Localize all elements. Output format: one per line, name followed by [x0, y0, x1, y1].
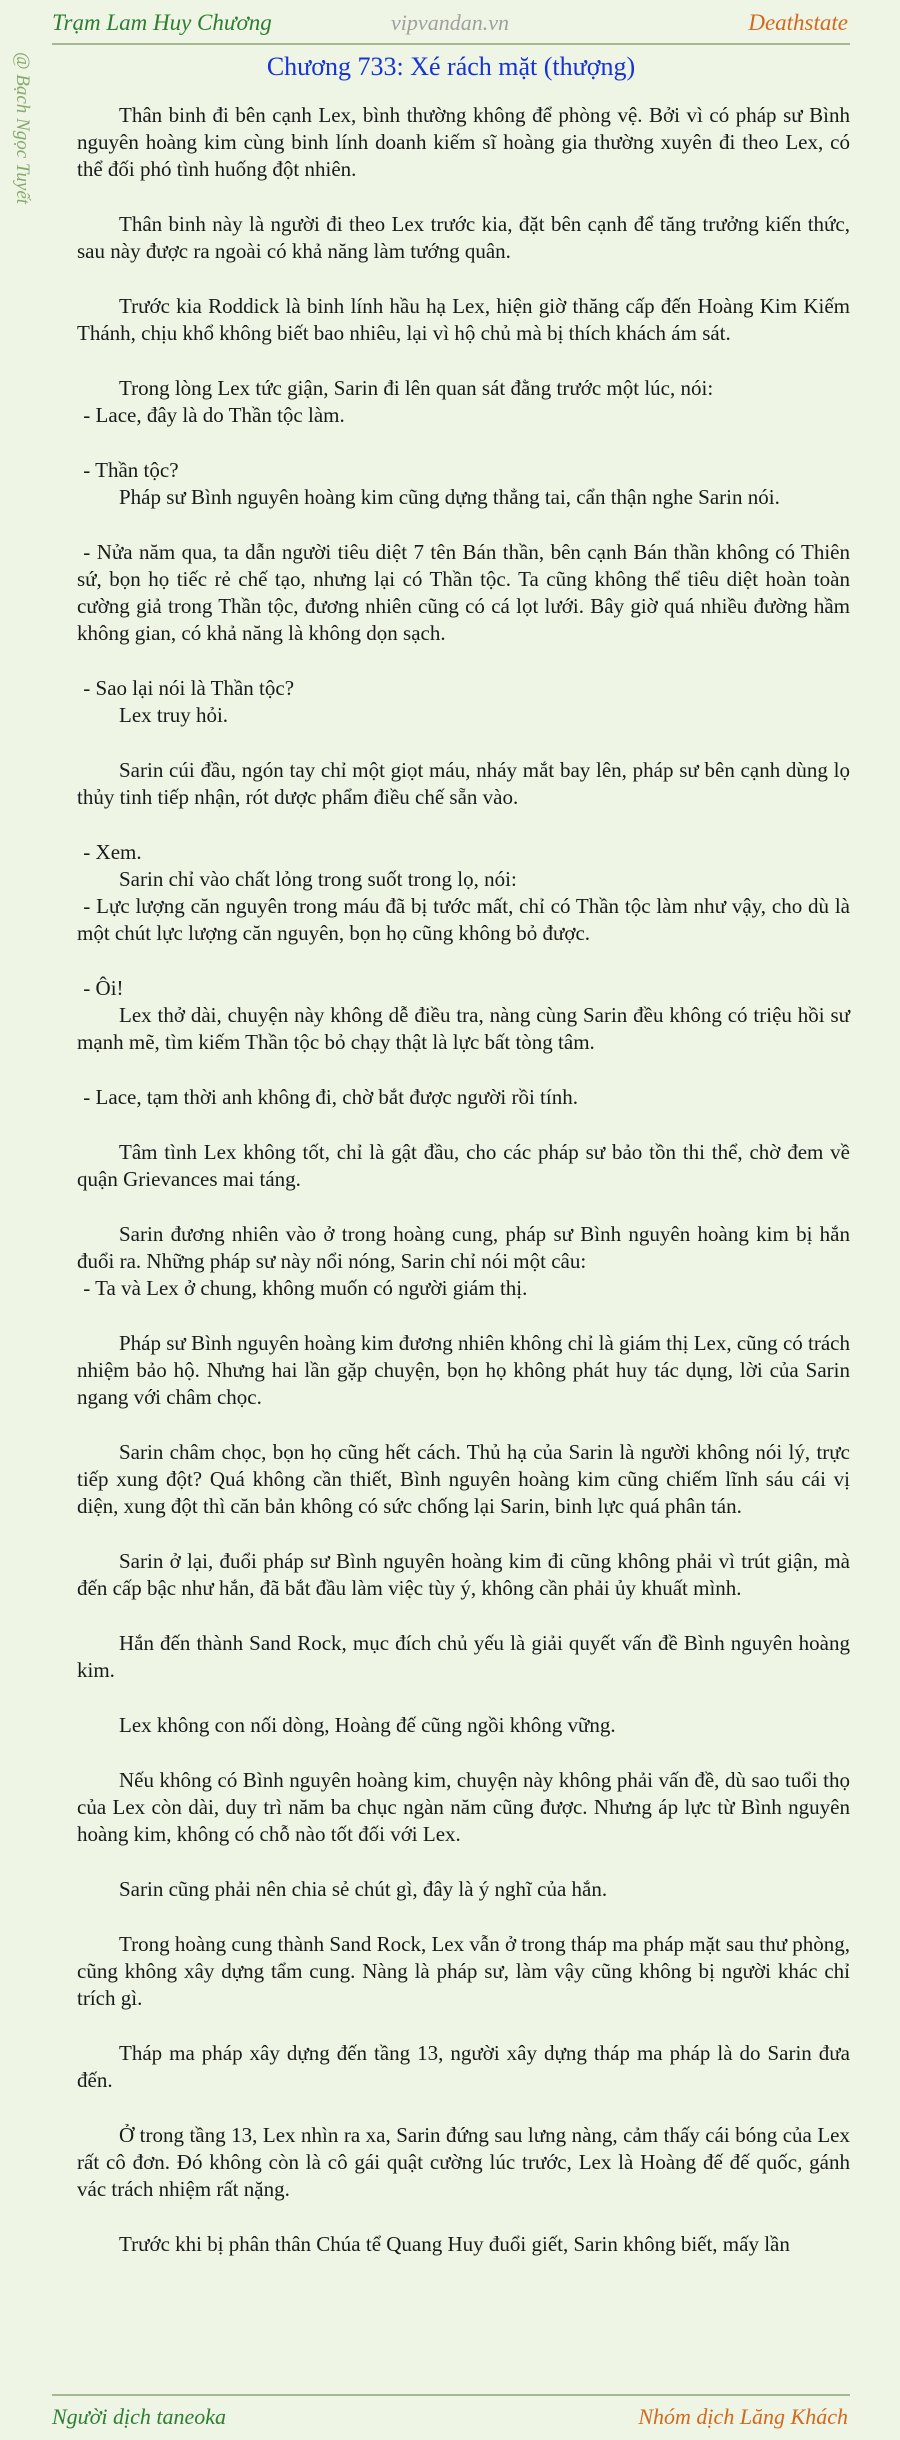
dialogue-line: - Ôi!	[83, 976, 124, 1000]
paragraph: Trước khi bị phân thân Chúa tể Quang Huy đuổi giết, Sarin không biết, mấy lần	[119, 2232, 790, 2256]
paragraph: Sarin ở lại, đuổi pháp sư Bình nguyên hoàng kim đi cũng không phải vì trút giận, mà đến cấp bậc như hắn, đã bắt đầu làm việc tùy ý, không cần phải ủy khuất mình.	[77, 1549, 850, 1600]
page-footer	[0, 2404, 900, 2440]
site-url: vipvandan.vn	[391, 10, 509, 35]
dialogue-line: - Sao lại nói là Thần tộc?	[83, 676, 295, 700]
paragraph: Sarin cúi đầu, ngón tay chỉ một giọt máu, nháy mắt bay lên, pháp sư bên cạnh dùng lọ thủy tinh tiếp nhận, rót dược phẩm điều chế sẵn vào.	[77, 758, 850, 809]
site-name: Trạm Lam Huy Chương	[52, 10, 272, 35]
dialogue-line: - Nửa năm qua, ta dẫn người tiêu diệt 7 tên Bán thần, bên cạnh Bán thần không có Thiên sứ, bọn họ tiếc rẻ chế tạo, nhưng lại có Thần tộc. Ta cũng không thể tiêu diệt hoàn toàn cường giả trong Thần tộc, đương nhiên cũng có cá lọt lưới. Bây giờ quá nhiều đường hầm không gian, có khả năng là không dọn sạch.	[77, 540, 850, 645]
dialogue-line: - Lace, tạm thời anh không đi, chờ bắt được người rồi tính.	[83, 1085, 578, 1109]
dialogue-line: - Ta và Lex ở chung, không muốn có người giám thị.	[83, 1276, 528, 1300]
dialogue-line: - Xem.	[83, 840, 142, 864]
paragraph: Sarin châm chọc, bọn họ cũng hết cách. Thủ hạ của Sarin là người không nói lý, trực tiếp xung đột? Quá không cần thiết, Bình nguyên hoàng kim cũng chiếm lĩnh sáu cái vị diện, xung đột thì căn bản không có sức chống lại Sarin, binh lực quá phân tán.	[77, 1440, 850, 1518]
team-credit: Nhóm dịch Lăng Khách	[638, 2404, 848, 2429]
paragraph: Hắn đến thành Sand Rock, mục đích chủ yếu là giải quyết vấn đề Bình nguyên hoàng kim.	[77, 1631, 850, 1682]
header-divider	[52, 43, 850, 45]
chapter-body	[77, 102, 850, 2286]
paragraph: Nếu không có Bình nguyên hoàng kim, chuyện này không phải vấn đề, dù sao tuổi thọ của Lex còn dài, duy trì năm ba chục ngàn năm cũng được. Nhưng áp lực từ Bình nguyên hoàng kim, không có chỗ nào tốt đối với Lex.	[77, 1768, 850, 1846]
paragraph: Sarin cũng phải nên chia sẻ chút gì, đây là ý nghĩ của hắn.	[119, 1877, 608, 1901]
book-title: Deathstate	[748, 10, 848, 35]
page-header	[0, 0, 900, 44]
dialogue-line: - Lace, đây là do Thần tộc làm.	[83, 403, 345, 427]
paragraph: Trong hoàng cung thành Sand Rock, Lex vẫn ở trong tháp ma pháp mặt sau thư phòng, cũng không xây dựng tẩm cung. Nàng là pháp sư, làm vậy cũng không bị người khác chỉ trích gì.	[77, 1932, 850, 2010]
paragraph: Thân binh này là người đi theo Lex trước kia, đặt bên cạnh để tăng trưởng kiến thức, sau này được ra ngoài có khả năng làm tướng quân.	[77, 212, 850, 263]
paragraph: Lex thở dài, chuyện này không dễ điều tra, nàng cùng Sarin đều không có triệu hồi sư mạnh mẽ, tìm kiếm Thần tộc bỏ chạy thật là lực bất tòng tâm.	[77, 1003, 850, 1054]
paragraph: Ở trong tầng 13, Lex nhìn ra xa, Sarin đứng sau lưng nàng, cảm thấy cái bóng của Lex rất cô đơn. Đó không còn là cô gái quật cường lúc trước, Lex là Hoàng đế đế quốc, gánh vác trách nhiệm rất nặng.	[77, 2123, 850, 2201]
dialogue-line: - Lực lượng căn nguyên trong máu đã bị tước mất, chỉ có Thần tộc làm như vậy, cho dù là một chút lực lượng căn nguyên, bọn họ cũng không bỏ được.	[77, 894, 850, 945]
paragraph: Sarin đương nhiên vào ở trong hoàng cung, pháp sư Bình nguyên hoàng kim bị hắn đuổi ra. Những pháp sư này nổi nóng, Sarin chỉ nói một câu:	[77, 1222, 850, 1273]
footer-divider	[52, 2394, 850, 2396]
paragraph: Tâm tình Lex không tốt, chỉ là gật đầu, cho các pháp sư bảo tồn thi thể, chờ đem về quận Grievances mai táng.	[77, 1140, 850, 1191]
translator-credit: Người dịch taneoka	[52, 2404, 227, 2429]
paragraph: Lex không con nối dòng, Hoàng đế cũng ngồi không vững.	[119, 1713, 616, 1737]
paragraph: Sarin chỉ vào chất lỏng trong suốt trong lọ, nói:	[119, 867, 517, 891]
paragraph: Lex truy hỏi.	[119, 703, 229, 727]
side-watermark: @ Bạch Ngọc Tuyết	[12, 52, 33, 205]
paragraph: Trong lòng Lex tức giận, Sarin đi lên quan sát đằng trước một lúc, nói:	[119, 376, 714, 400]
paragraph: Tháp ma pháp xây dựng đến tầng 13, người xây dựng tháp ma pháp là do Sarin đưa đến.	[77, 2041, 850, 2092]
dialogue-line: - Thần tộc?	[83, 458, 179, 482]
paragraph: Thân binh đi bên cạnh Lex, bình thường không để phòng vệ. Bởi vì có pháp sư Bình nguyên hoàng kim cùng binh lính doanh kiếm sĩ hoàng gia thường xuyên đi theo Lex, có thể đối phó tình huống đột nhiên.	[77, 103, 850, 181]
paragraph: Pháp sư Bình nguyên hoàng kim cũng dựng thẳng tai, cẩn thận nghe Sarin nói.	[119, 485, 780, 509]
paragraph: Pháp sư Bình nguyên hoàng kim đương nhiên không chỉ là giám thị Lex, cũng có trách nhiệm bảo hộ. Nhưng hai lần gặp chuyện, bọn họ không phát huy tác dụng, lời của Sarin ngang với châm chọc.	[77, 1331, 850, 1409]
paragraph: Trước kia Roddick là binh lính hầu hạ Lex, hiện giờ thăng cấp đến Hoàng Kim Kiếm Thánh, chịu khổ không biết bao nhiêu, lại vì hộ chủ mà bị thích khách ám sát.	[77, 294, 850, 345]
chapter-title: Chương 733: Xé rách mặt (thượng)	[266, 52, 636, 81]
